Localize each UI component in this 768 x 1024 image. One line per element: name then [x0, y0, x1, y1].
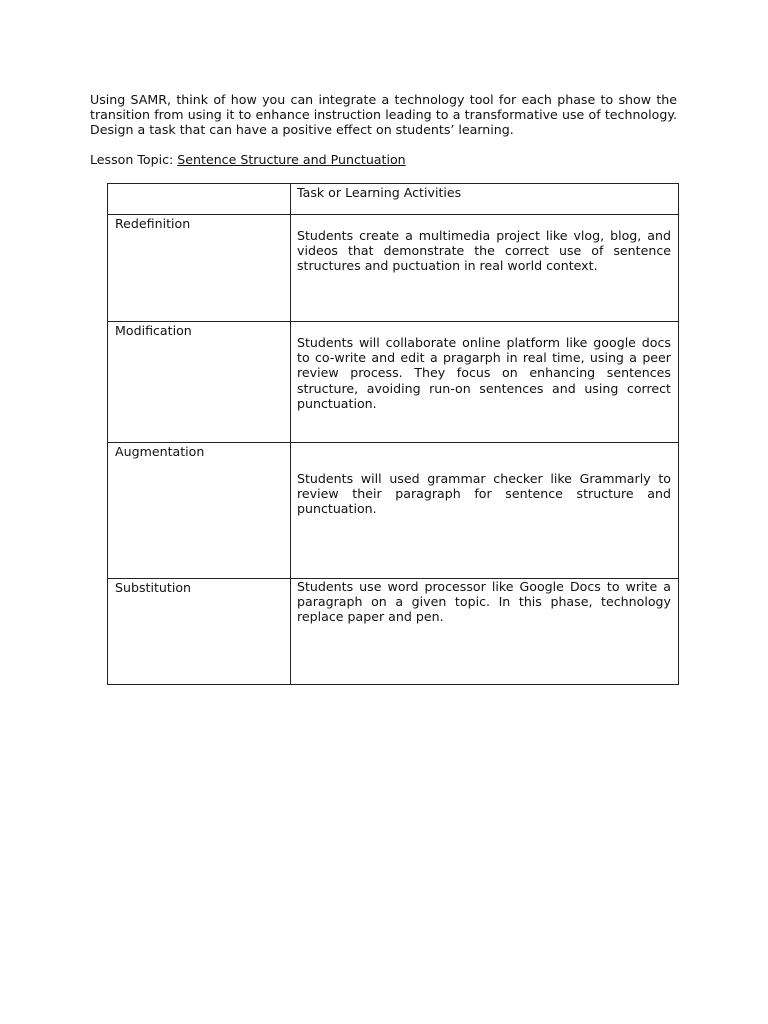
table-header-row — [108, 184, 679, 215]
header-cell-blank — [108, 184, 291, 215]
phase-cell — [108, 322, 291, 443]
table-row — [108, 322, 679, 443]
header-cell-tasks — [291, 184, 679, 215]
task-cell — [291, 443, 679, 579]
task-text-redefinition: Students create a multimedia project like vlog, blog, and videos that demonstrate the correct use of sentence structures and puctuation in real world context. — [297, 228, 671, 274]
task-cell — [291, 579, 679, 685]
task-cell — [291, 215, 679, 322]
phase-label-substitution: Substitution — [115, 580, 192, 595]
phase-cell — [108, 579, 291, 685]
phase-label-redefinition: Redefinition — [115, 216, 191, 231]
table-row — [108, 215, 679, 322]
header-col2-label: Task or Learning Activities — [297, 185, 462, 200]
table-row — [108, 579, 679, 685]
instructions-paragraph: Using SAMR, think of how you can integrate a technology tool for each phase to show the transition from using it to enhance instruction leading to a transformative use of technology. Design a task that can have a positive effect on students’ learning. — [90, 92, 677, 137]
task-cell — [291, 322, 679, 443]
task-text-modification: Students will collaborate online platform like google docs to co-write and edit a pragarph in real time, using a peer review process. They focus on enhancing sentences structure, avoiding run-on sentences and using correct punctuation. — [297, 335, 671, 411]
table-row — [108, 443, 679, 579]
task-text-augmentation: Students will used grammar checker like Grammarly to review their paragraph for sentence structure and punctuation. — [297, 471, 671, 517]
samr-table — [107, 183, 679, 685]
lesson-topic — [90, 152, 406, 167]
phase-cell — [108, 443, 291, 579]
lesson-topic-value: Sentence Structure and Punctuation — [177, 152, 406, 167]
phase-label-modification: Modification — [115, 323, 192, 338]
phase-label-augmentation: Augmentation — [115, 444, 205, 459]
lesson-topic-label: Lesson Topic: — [90, 152, 178, 167]
task-text-substitution: Students use word processor like Google Docs to write a paragraph on a given topic. In this phase, technology replace paper and pen. — [297, 579, 671, 625]
phase-cell — [108, 215, 291, 322]
